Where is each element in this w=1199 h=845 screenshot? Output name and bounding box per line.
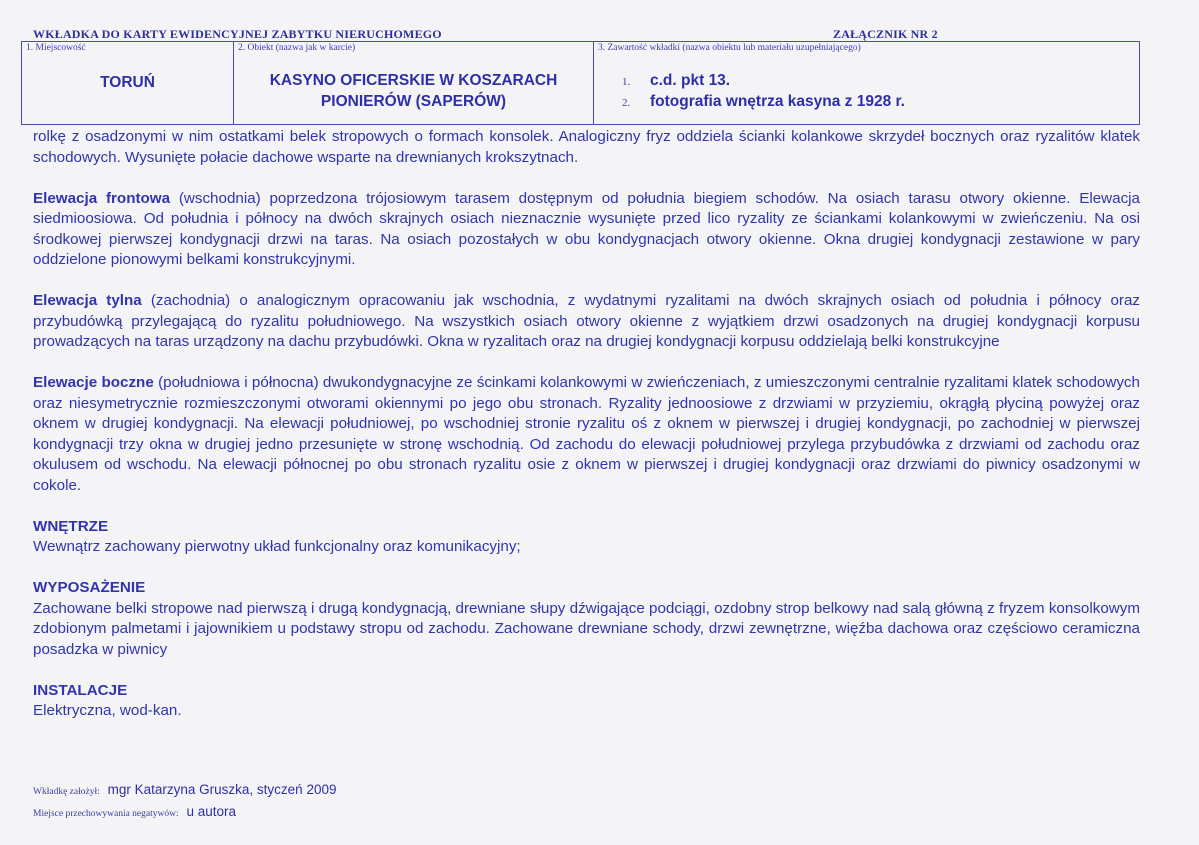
form-footer: [33, 780, 336, 824]
furnishing-heading: WYPOSAŻENIE: [33, 579, 146, 596]
list-item-number: 1.: [622, 76, 631, 88]
section-interior: [33, 517, 1140, 558]
locality-cell: [22, 42, 234, 124]
list-item-text: fotografia wnętrza kasyna z 1928 r.: [650, 93, 905, 110]
list-item-number: 2.: [622, 97, 631, 109]
object-cell: [234, 42, 594, 124]
list-item-text: c.d. pkt 13.: [650, 72, 731, 89]
interior-text: Wewnątrz zachowany pierwotny układ funkcjonalny oraz komunikacyjny;: [33, 538, 521, 555]
storage-row: [33, 802, 336, 824]
object-label: 2. Obiekt (nazwa jak w karcie): [238, 43, 356, 53]
paragraph-front-elevation: [33, 189, 1140, 271]
storage-label: Miejsce przechowywania negatywów:: [33, 809, 179, 819]
side-elevations-heading: Elewacje boczne: [33, 374, 154, 391]
contents-label: 3. Zawartość wkładki (nazwa obiektu lub materiału uzupełniającego): [598, 43, 861, 53]
front-elevation-heading: Elewacja frontowa: [33, 189, 171, 207]
interior-heading: WNĘTRZE: [33, 517, 109, 535]
rear-elevation-heading: Elewacja tylna: [33, 292, 142, 309]
author-label: Wkładkę założył:: [33, 787, 100, 797]
installations-heading: INSTALACJE: [33, 681, 128, 699]
author-row: [33, 780, 336, 802]
document-body: [33, 127, 1140, 742]
front-elevation-text: (wschodnia) poprzedzona trójosiowym tarasem dostępnym od południa biegiem schodów. Na osiach tarasu otwory okienne. Elewacja siedmioosiowa. Od południa i północy na dwóch skrajnych osiach nieznacznie wysunięte przed lico ryzality ze ściankami kolankowymi w zwieńczeniu. Na osi środkowej pierwszej kondygnacji drzwi na taras. Na osiach pozostałych w obu kondygnacjach otwory okienne. Okna drugiej kondygnacji zestawione w pary oddzielone pionowymi belkami konstrukcyjnymi.: [33, 189, 1140, 268]
locality-value: TORUŃ: [100, 74, 155, 91]
paragraph-roof: rolkę z osadzonymi w nim ostatkami belek stropowych o formach konsolek. Analogiczny fryz oddziela ścianki kolankowe skrzydeł bocznych oraz ryzalitów klatek schodowych. Wysunięte połacie dachowe wsparte na drewnianych krokszytnach.: [33, 128, 1140, 166]
installations-text: Elektryczna, wod-kan.: [33, 702, 182, 719]
header-table: [21, 41, 1140, 125]
rear-elevation-text: (zachodnia) o analogicznym opracowaniu jak wschodnia, z wydatnymi ryzalitami na dwóch skrajnych osiach od południa i północy oraz przybudówką przylegającą do ryzalitu południowego. Na wszystkich osiach otwory okienne z wyjątkiem drzwi osadzonych na drugiej kondygnacji korpusu prowadzących na taras urządzony na dachu przybudówki. Okna w ryzalitach oraz na drugiej kondygnacji korpusu oddzielają belki konstrukcyjne: [33, 292, 1141, 350]
section-installations: [33, 681, 1140, 722]
author-value: mgr Katarzyna Gruszka, styczeń 2009: [107, 782, 337, 797]
storage-value: u autora: [186, 804, 237, 819]
section-furnishing: [33, 578, 1140, 660]
form-title: WKŁADKA DO KARTY EWIDENCYJNEJ ZABYTKU NIERUCHOMEGO: [33, 27, 442, 41]
paragraph-rear-elevation: [33, 291, 1140, 353]
object-value: KASYNO OFICERSKIE W KOSZARACH PIONIERÓW (SAPERÓW): [269, 72, 558, 110]
paragraph-side-elevations: [33, 373, 1140, 496]
side-elevations-text: (południowa i północna) dwukondygnacyjne ze ścinkami kolankowymi w zwieńczeniach, z umieszczonymi centralnie ryzalitami klatek schodowych oraz niesymetrycznie rozmieszczonymi otworami okiennymi po jego obu stronach. Ryzality jednoosiowe z drzwiami w przyziemiu, okrągłą płyciną powyżej oraz oknem w drugiej kondygnacji. Na elewacji południowej, po wschodniej stronie ryzalitu oś z oknem w pierwszej i drugiej kondygnacji, po zachodniej w pierwszej kondygnacji trzy okna w drugiej jedno przesunięte w stronę wschodnią. Od zachodu do elewacji południowej przylega przybudówka z drzwiami od zachodu oraz okulusem od wschodu. Na elewacji północnej po obu stronach ryzalitu osie z oknem w pierwszej i drugiej kondygnacji oraz drzwiami do piwnicy osadzonymi w cokole.: [33, 374, 1140, 494]
furnishing-text: Zachowane belki stropowe nad pierwszą i drugą kondygnacją, drewniane słupy dźwigające podciągi, ozdobny strop belkowy nad salą główną z fryzem konsolkowym zdobionym palmetami i jajownikiem u podstawy stropu od zachodu. Zachowane drewniane schody, drzwi zewnętrzne, więźba dachowa oraz częściowo ceramiczna posadzka w piwnicy: [33, 599, 1140, 658]
contents-cell: [594, 42, 1139, 124]
locality-label: 1. Miejscowość: [26, 43, 86, 53]
annex-label: ZAŁĄCZNIK NR 2: [833, 27, 938, 41]
